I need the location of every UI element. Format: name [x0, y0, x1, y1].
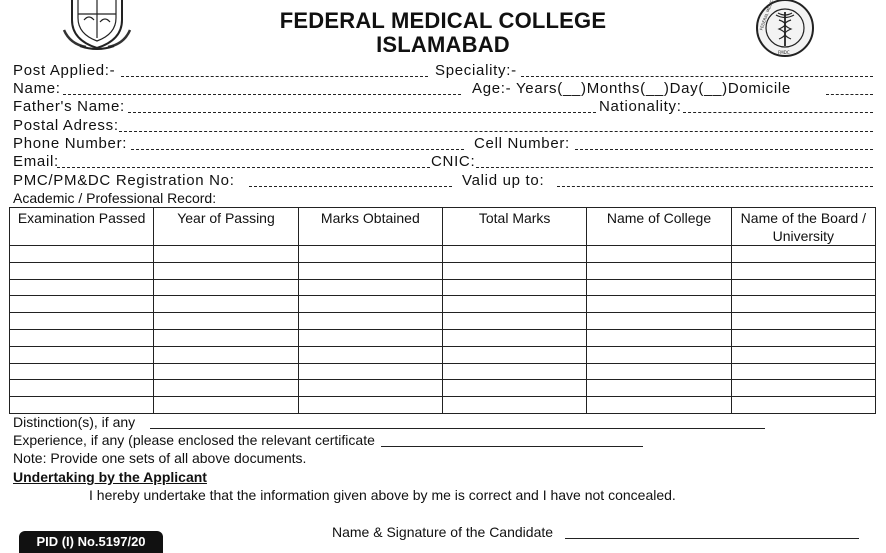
table-cell[interactable] — [587, 346, 731, 363]
academic-record-table — [9, 207, 876, 414]
table-cell[interactable] — [442, 329, 586, 346]
table-row — [10, 346, 876, 363]
table-cell[interactable] — [442, 397, 586, 414]
table-cell[interactable] — [298, 397, 442, 414]
table-cell[interactable] — [731, 380, 875, 397]
email-label: Email: — [13, 153, 59, 170]
postal-address-line[interactable] — [119, 131, 873, 132]
name-line[interactable] — [63, 94, 461, 95]
phone-number-label: Phone Number: — [13, 135, 128, 152]
table-cell[interactable] — [154, 262, 298, 279]
college-name: FEDERAL MEDICAL COLLEGE — [279, 8, 607, 33]
table-cell[interactable] — [731, 397, 875, 414]
table-cell[interactable] — [298, 296, 442, 313]
table-cell[interactable] — [298, 329, 442, 346]
table-cell[interactable] — [587, 296, 731, 313]
table-cell[interactable] — [10, 363, 154, 380]
table-cell[interactable] — [731, 329, 875, 346]
table-cell[interactable] — [154, 397, 298, 414]
table-cell[interactable] — [10, 279, 154, 296]
table-cell[interactable] — [731, 363, 875, 380]
column-header: Year of Passing — [154, 208, 298, 246]
table-cell[interactable] — [731, 279, 875, 296]
column-header: Name of the Board / University — [731, 208, 875, 246]
speciality-line[interactable] — [521, 76, 873, 77]
cell-number-label: Cell Number: — [474, 135, 570, 152]
table-row — [10, 279, 876, 296]
age-domicile-label: Age:- Years(__)Months(__)Day(__)Domicile — [472, 80, 791, 97]
pid-badge: PID (I) No.5197/20 — [19, 531, 163, 553]
table-cell[interactable] — [442, 313, 586, 330]
table-cell[interactable] — [10, 329, 154, 346]
column-header: Examination Passed — [10, 208, 154, 246]
table-row — [10, 313, 876, 330]
table-cell[interactable] — [10, 246, 154, 263]
table-cell[interactable] — [587, 329, 731, 346]
table-cell[interactable] — [298, 262, 442, 279]
table-cell[interactable] — [10, 296, 154, 313]
table-cell[interactable] — [442, 246, 586, 263]
table-cell[interactable] — [154, 296, 298, 313]
registration-line[interactable] — [249, 186, 452, 187]
table-cell[interactable] — [10, 262, 154, 279]
academic-record-caption: Academic / Professional Record: — [13, 190, 217, 206]
table-row — [10, 397, 876, 414]
table-cell[interactable] — [298, 246, 442, 263]
college-city: ISLAMABAD — [376, 32, 510, 57]
table-cell[interactable] — [154, 380, 298, 397]
table-cell[interactable] — [587, 397, 731, 414]
undertaking-text: I hereby undertake that the information given above by me is correct and I have not concealed. — [89, 487, 676, 503]
valid-up-to-line[interactable] — [557, 186, 873, 187]
table-row — [10, 380, 876, 397]
phone-number-line[interactable] — [131, 149, 464, 150]
post-applied-line[interactable] — [121, 76, 428, 77]
table-cell[interactable] — [587, 313, 731, 330]
valid-up-to-label: Valid up to: — [462, 172, 545, 189]
table-cell[interactable] — [442, 363, 586, 380]
column-header: Total Marks — [442, 208, 586, 246]
table-cell[interactable] — [298, 346, 442, 363]
email-line[interactable] — [57, 167, 430, 168]
table-cell[interactable] — [154, 279, 298, 296]
table-cell[interactable] — [731, 246, 875, 263]
table-cell[interactable] — [587, 279, 731, 296]
experience-line[interactable] — [381, 446, 643, 447]
table-cell[interactable] — [298, 363, 442, 380]
svg-text:FMDC: FMDC — [778, 50, 790, 55]
signature-label: Name & Signature of the Candidate — [332, 524, 554, 540]
fathers-name-label: Father's Name: — [13, 98, 125, 115]
table-cell[interactable] — [731, 262, 875, 279]
table-cell[interactable] — [587, 246, 731, 263]
cnic-line[interactable] — [476, 167, 873, 168]
fathers-name-line[interactable] — [128, 112, 596, 113]
table-cell[interactable] — [10, 346, 154, 363]
table-row — [10, 296, 876, 313]
table-cell[interactable] — [154, 346, 298, 363]
table-cell[interactable] — [442, 346, 586, 363]
table-cell[interactable] — [731, 296, 875, 313]
distinctions-line[interactable] — [150, 428, 765, 429]
table-cell[interactable] — [10, 380, 154, 397]
table-cell[interactable] — [298, 313, 442, 330]
table-cell[interactable] — [298, 279, 442, 296]
note-text: Note: Provide one sets of all above documents. — [13, 450, 307, 466]
name-label: Name: — [13, 80, 61, 97]
table-cell[interactable] — [587, 363, 731, 380]
column-header: Marks Obtained — [298, 208, 442, 246]
domicile-line[interactable] — [826, 94, 873, 95]
table-cell[interactable] — [154, 313, 298, 330]
column-header: Name of College — [587, 208, 731, 246]
distinctions-label: Distinction(s), if any — [13, 414, 136, 430]
table-cell[interactable] — [731, 313, 875, 330]
cell-number-line[interactable] — [575, 149, 873, 150]
table-cell[interactable] — [154, 363, 298, 380]
registration-label: PMC/PM&DC Registration No: — [13, 172, 235, 189]
postal-address-label: Postal Adress: — [13, 117, 119, 134]
table-cell[interactable] — [587, 380, 731, 397]
table-cell[interactable] — [154, 329, 298, 346]
table-row — [10, 246, 876, 263]
undertaking-heading: Undertaking by the Applicant — [13, 469, 207, 485]
table-row — [10, 329, 876, 346]
table-cell[interactable] — [442, 262, 586, 279]
table-row — [10, 363, 876, 380]
table-cell[interactable] — [154, 246, 298, 263]
post-applied-label: Post Applied:- — [13, 62, 116, 79]
table-cell[interactable] — [731, 346, 875, 363]
table-cell[interactable] — [442, 296, 586, 313]
speciality-label: Speciality:- — [435, 62, 517, 79]
signature-line[interactable] — [565, 538, 859, 539]
table-header-row — [10, 208, 876, 246]
table-cell[interactable] — [10, 397, 154, 414]
nationality-label: Nationality: — [599, 98, 682, 115]
experience-label: Experience, if any (please enclosed the relevant certificate — [13, 432, 375, 448]
nationality-line[interactable] — [683, 112, 873, 113]
table-cell[interactable] — [298, 380, 442, 397]
table-cell[interactable] — [587, 262, 731, 279]
table-row — [10, 262, 876, 279]
cnic-label: CNIC: — [431, 153, 476, 170]
table-cell[interactable] — [442, 380, 586, 397]
table-cell[interactable] — [10, 313, 154, 330]
academic-record-rows — [10, 246, 876, 414]
table-cell[interactable] — [442, 279, 586, 296]
